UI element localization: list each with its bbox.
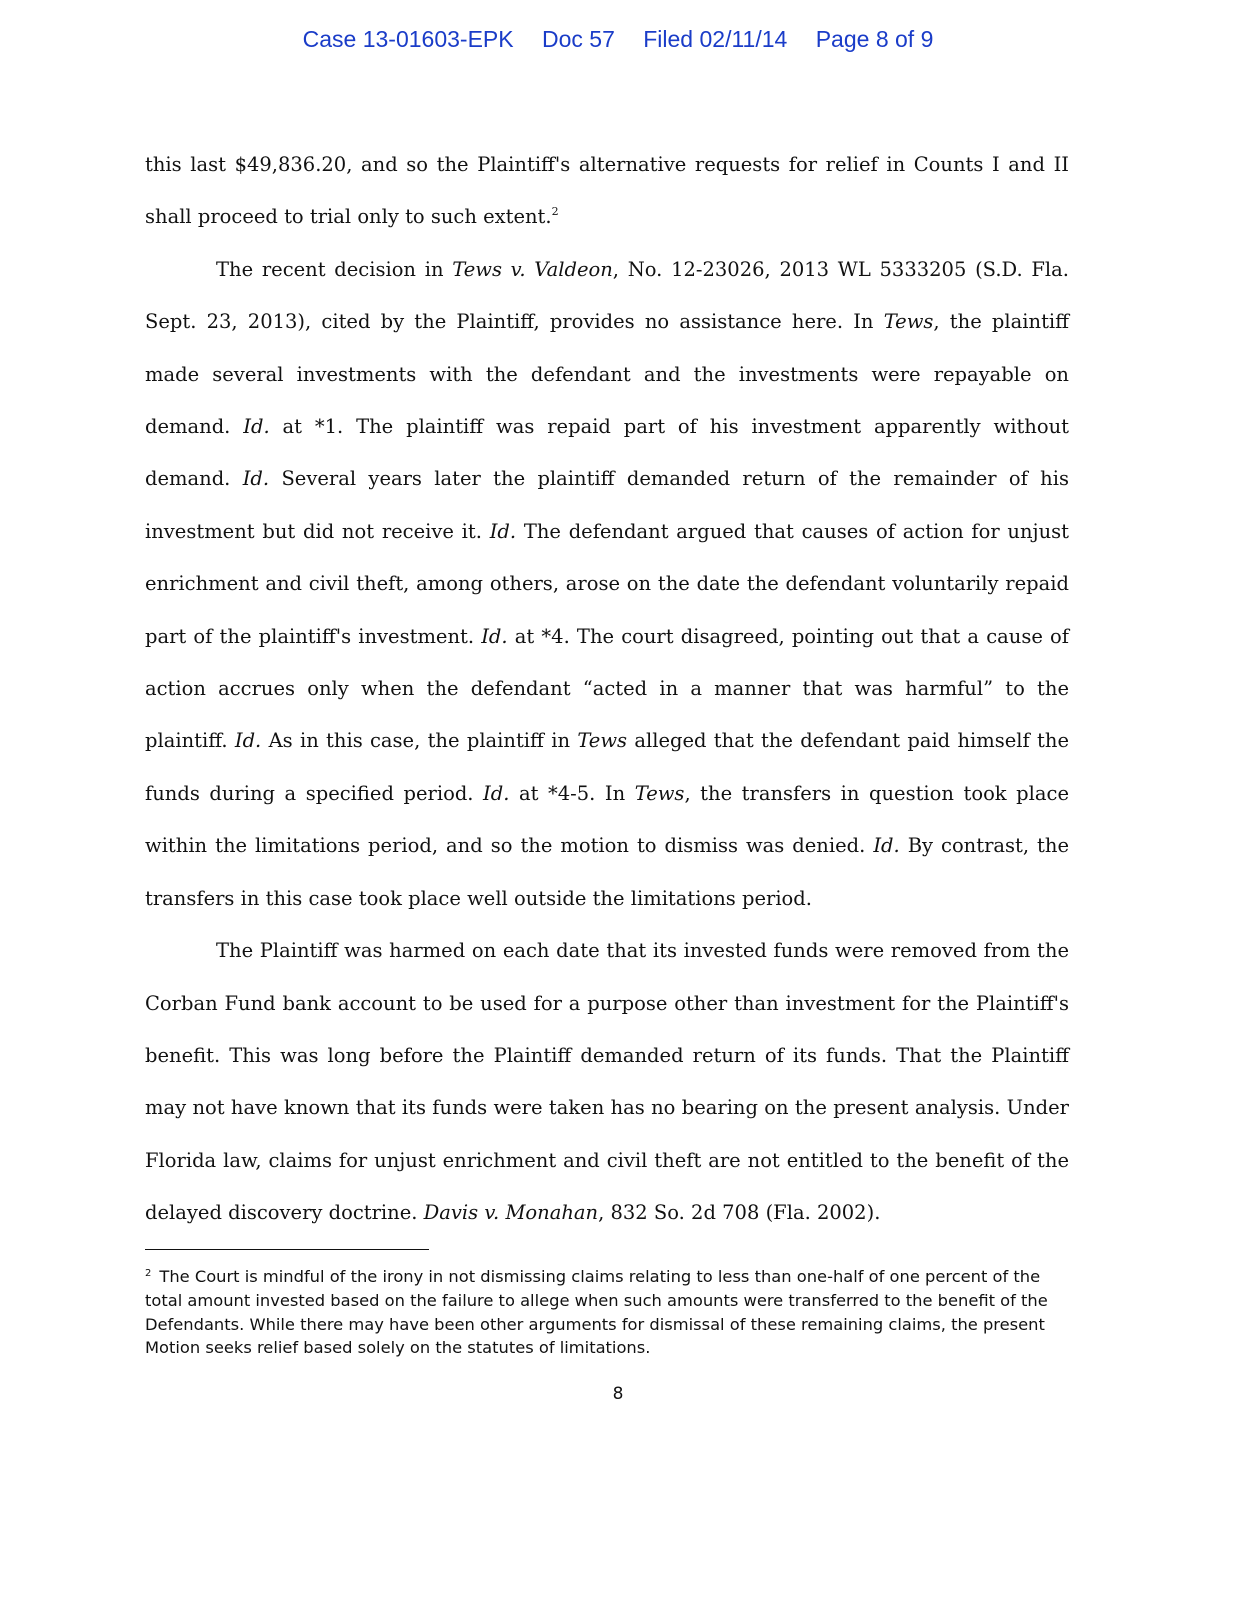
footnote-text: The Court is mindful of the irony in not dismissing claims relating to less than one-half of one percent of the total amount invested based on the failure to allege when such amounts were transferred to the benefit of the Defendants. While there may have been other arguments for dismissal of these remaining claims, the present Motion seeks relief based solely on the statutes of limitations. — [145, 1267, 1048, 1358]
body-text — [145, 139, 1069, 1240]
doc-number: Doc 57 — [541, 26, 615, 52]
page-of: Page 8 of 9 — [815, 26, 934, 52]
paragraph-harm: The Plaintiff was harmed on each date that its invested funds were removed from the Corban Fund bank account to be used for a purpose other than investment for the Plaintiff's benefit. This was long before the Plaintiff demanded return of its funds. That the Plaintiff may not have known that its funds were taken has no bearing on the present analysis. Under Florida law, claims for unjust enrichment and civil theft are not entitled to the benefit of the delayed discovery doctrine. Davis v. Monahan, 832 So. 2d 708 (Fla. 2002). — [145, 939, 1069, 1225]
footnote-divider — [145, 1249, 429, 1250]
page-number: 8 — [612, 1384, 624, 1404]
paragraph-tews: The recent decision in Tews v. Valdeon, No. 12-23026, 2013 WL 5333205 (S.D. Fla. Sept. 23, 2013), cited by the Plaintiff, provides no assistance here. In Tews, the plaintiff made several investments with the defendant and the investments were repayable on demand. Id. at *1. The plaintiff was repaid part of his investment apparently without demand. Id. Several years later the plaintiff demanded return of the remainder of his investment but did not receive it. Id. The defendant argued that causes of action for unjust enrichment and civil theft, among others, arose on the date the defendant voluntarily repaid part of the plaintiff's investment. Id. at *4. The court disagreed, pointing out that a cause of action accrues only when the defendant “acted in a manner that was harmful” to the plaintiff. Id. As in this case, the plaintiff in Tews alleged that the defendant paid himself the funds during a specified period. Id. at *4-5. In Tews, the transfers in question took place within the limitations period, and so the motion to dismiss was denied. Id. By contrast, the transfers in this case took place well outside the limitations period. — [145, 257, 1070, 910]
footnote — [145, 1265, 1069, 1360]
footnote-marker: 2 — [145, 1268, 152, 1279]
case-citation: Tews v. Valdeon — [452, 257, 613, 281]
filed-date: Filed 02/11/14 — [643, 26, 788, 52]
paragraph-continuation: this last $49,836.20, and so the Plaintiff's alternative requests for relief in Counts I and II shall proceed to trial only to such extent.$^2$ — [145, 153, 1069, 229]
ecf-header — [0, 26, 1236, 53]
case-citation-davis: Davis v. Monahan — [423, 1201, 599, 1225]
footnote-reference: 2 — [551, 205, 559, 219]
case-number: Case 13-01603-EPK — [302, 26, 514, 52]
